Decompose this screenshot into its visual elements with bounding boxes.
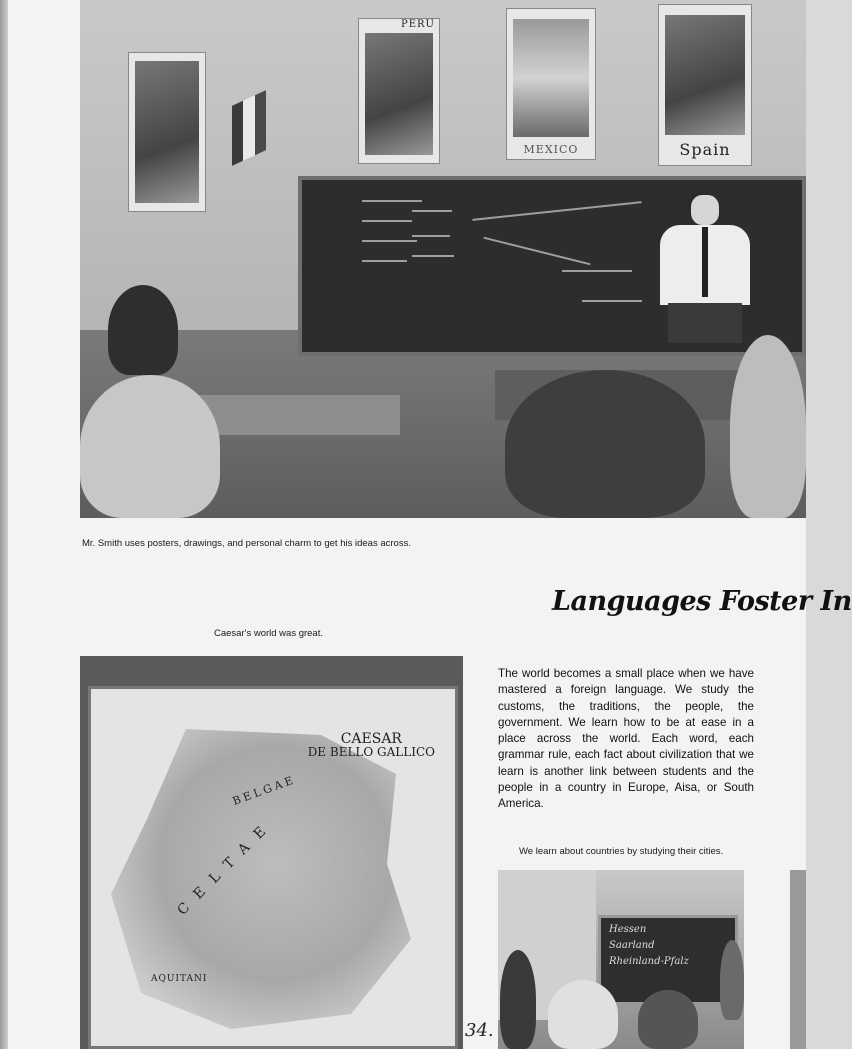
student-left xyxy=(108,285,178,375)
cities-caption: We learn about countries by studying their cities. xyxy=(519,846,724,857)
map-photo xyxy=(80,656,463,1049)
map-title-line1: CAESAR xyxy=(340,731,402,747)
map-caption: Caesar's world was great. xyxy=(214,628,323,639)
classroom-photo xyxy=(80,0,806,518)
gaul-map xyxy=(88,686,458,1049)
cities-photo xyxy=(498,870,744,1049)
adjacent-photo-edge xyxy=(790,870,806,1049)
student-standing xyxy=(500,950,536,1049)
map-label-celtae: CELTAE xyxy=(174,815,278,919)
map-label-aquitani: AQUITANI xyxy=(151,974,208,984)
article-headline: Languages Foster In xyxy=(552,586,852,617)
poster-horseman xyxy=(128,52,206,212)
student-front-center xyxy=(505,370,705,518)
poster-spain-label: Spain xyxy=(679,140,731,159)
poster-mexico-label: MEXICO xyxy=(523,143,579,156)
article-body-paragraph: The world becomes a small place when we have mastered a foreign language. We study the customs, the traditions, the people, the government. We learn how to be at ease in a place across the world. Each word, each grammar rule, each fact about civilization that we learn is another link between students and the people in a country in Europe, Aisa, or South America. xyxy=(498,667,754,811)
poster-spain xyxy=(658,4,752,166)
map-title-line2: DE BELLO GALLICO xyxy=(307,745,435,759)
map-title xyxy=(308,733,435,759)
teacher-figure xyxy=(660,185,750,335)
student-at-board xyxy=(720,940,744,1020)
chalk-text-3: Rheinland-Pfalz xyxy=(609,956,689,967)
student-seated-2 xyxy=(638,990,698,1049)
student-seated-1 xyxy=(548,980,618,1049)
chalk-text-1: Hessen xyxy=(609,924,647,935)
classroom-caption: Mr. Smith uses posters, drawings, and personal charm to get his ideas across. xyxy=(82,538,411,549)
student-front-left xyxy=(80,375,220,518)
map-label-belgae: BELGAE xyxy=(230,773,298,808)
page-number: 34. xyxy=(465,1020,494,1041)
article-body xyxy=(498,666,754,813)
poster-mexico xyxy=(506,8,596,160)
page-binding-edge xyxy=(0,0,8,1049)
chalk-text-2: Saarland xyxy=(609,940,655,951)
poster-peru-label: PERU xyxy=(401,19,435,30)
student-front-right xyxy=(730,335,806,518)
gaul-landmass xyxy=(111,729,411,1029)
poster-peru xyxy=(358,18,440,164)
